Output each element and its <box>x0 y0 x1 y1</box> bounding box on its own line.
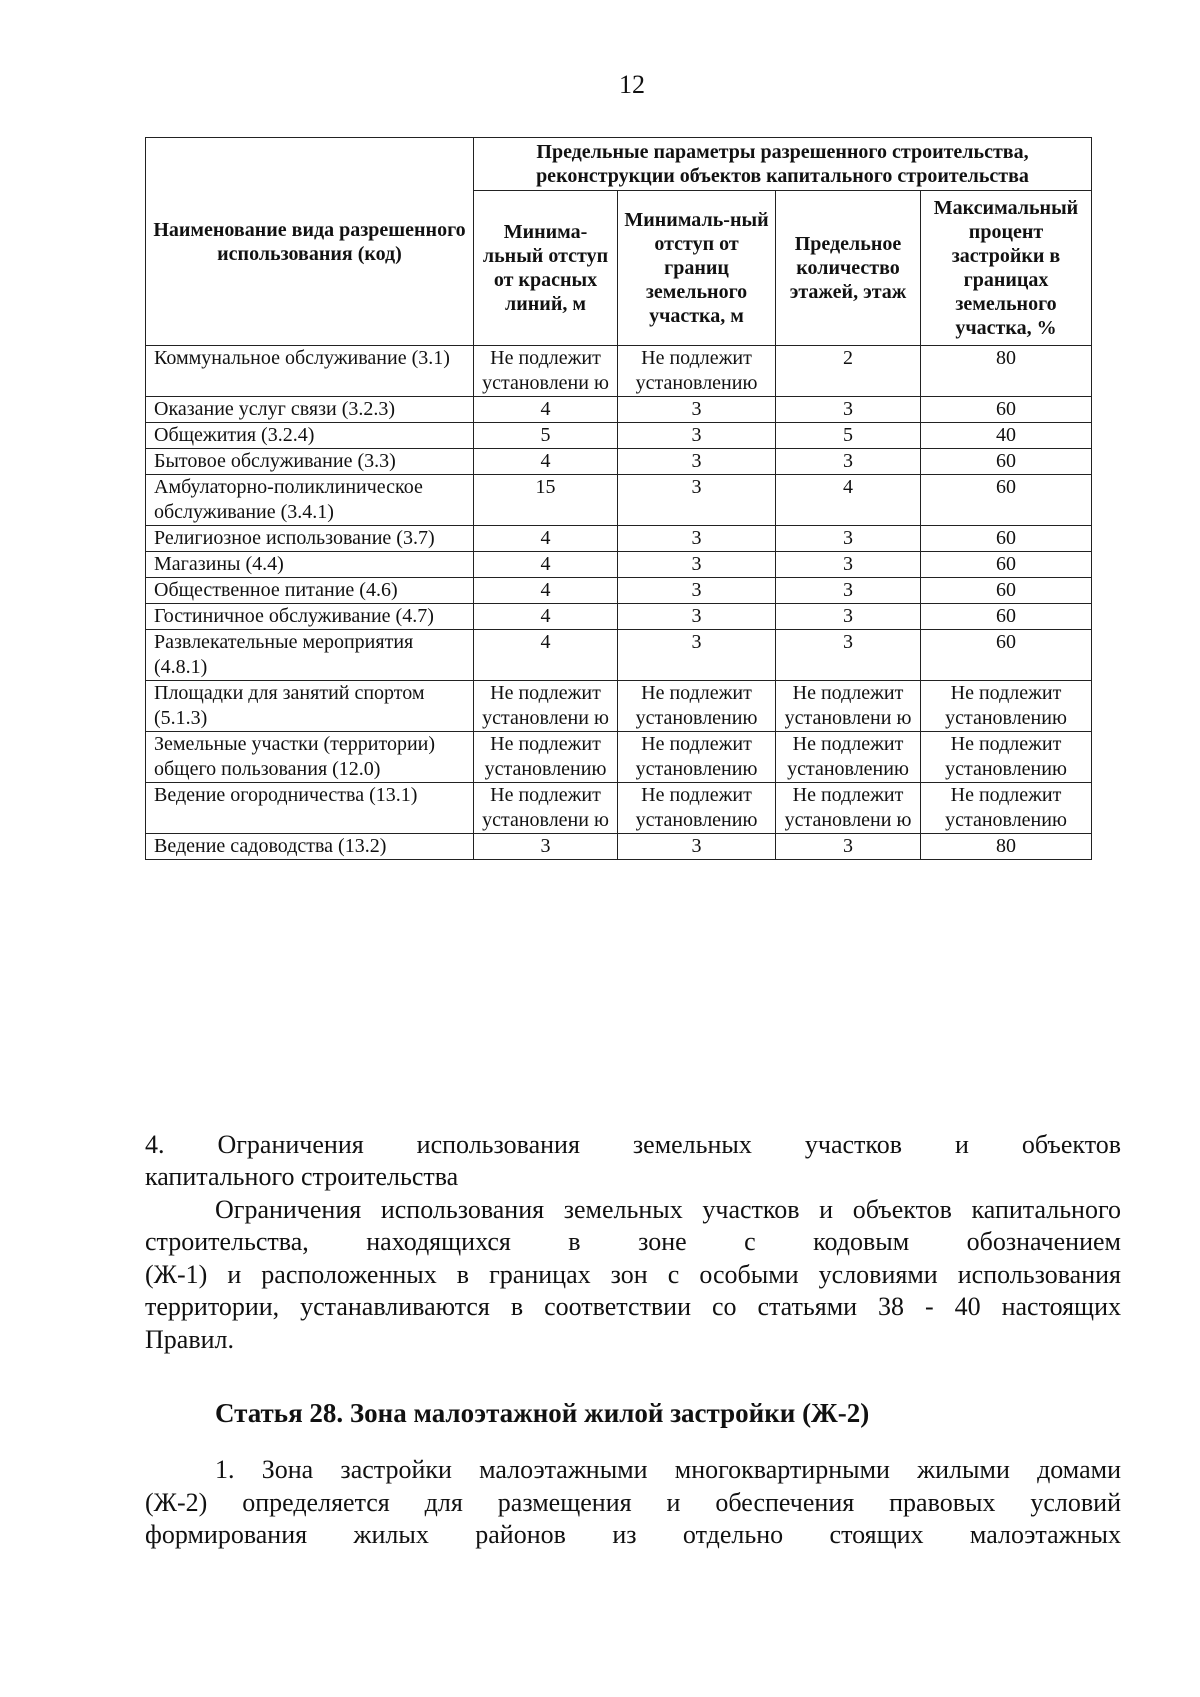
row-min-boundary: 3 <box>618 397 776 423</box>
row-floors: 4 <box>776 475 921 526</box>
header-col1: Минима-льный отступ от красных линий, м <box>474 191 618 346</box>
table-row <box>146 475 1092 526</box>
row-name: Общежития (3.2.4) <box>146 423 474 449</box>
row-floors: Не подлежит установлению <box>776 732 921 783</box>
row-min-red-line: Не подлежит установлени ю <box>474 681 618 732</box>
row-floors: 3 <box>776 630 921 681</box>
row-min-boundary: 3 <box>618 449 776 475</box>
row-name: Ведение садоводства (13.2) <box>146 834 474 860</box>
row-min-red-line: 3 <box>474 834 618 860</box>
table-row <box>146 423 1092 449</box>
row-max-coverage: 80 <box>921 834 1092 860</box>
row-name: Религиозное использование (3.7) <box>146 526 474 552</box>
row-name: Ведение огородничества (13.1) <box>146 783 474 834</box>
row-min-boundary: 3 <box>618 423 776 449</box>
row-min-red-line: Не подлежит установлению <box>474 732 618 783</box>
row-name: Бытовое обслуживание (3.3) <box>146 449 474 475</box>
table-row <box>146 526 1092 552</box>
row-min-boundary: 3 <box>618 630 776 681</box>
row-min-boundary: 3 <box>618 552 776 578</box>
row-min-boundary: 3 <box>618 834 776 860</box>
row-min-boundary: 3 <box>618 578 776 604</box>
row-name: Общественное питание (4.6) <box>146 578 474 604</box>
row-min-boundary: 3 <box>618 526 776 552</box>
article28-para-line3: формирования жилых районов из отдельно стоящих малоэтажных <box>145 1520 1121 1549</box>
row-min-boundary: 3 <box>618 604 776 630</box>
row-max-coverage: 60 <box>921 630 1092 681</box>
table-row <box>146 604 1092 630</box>
row-name: Амбулаторно-поликлиническое обслуживание (3.4.1) <box>146 475 474 526</box>
row-max-coverage: Не подлежит установлению <box>921 681 1092 732</box>
header-col3: Предельное количество этажей, этаж <box>776 191 921 346</box>
section4-para-line5: Правил. <box>145 1325 234 1354</box>
article28-para-line2: (Ж-2) определяется для размещения и обеспечения правовых условий <box>145 1488 1121 1517</box>
row-min-boundary: Не подлежит установлению <box>618 783 776 834</box>
table-row <box>146 681 1092 732</box>
row-floors: 3 <box>776 397 921 423</box>
row-floors: 3 <box>776 449 921 475</box>
table-row <box>146 732 1092 783</box>
row-floors: 3 <box>776 526 921 552</box>
parameters-table <box>145 137 1092 860</box>
header-col2: Минималь-ный отступ от границ земельного участка, м <box>618 191 776 346</box>
row-floors: 3 <box>776 552 921 578</box>
row-min-boundary: Не подлежит установлению <box>618 732 776 783</box>
row-min-red-line: Не подлежит установлени ю <box>474 783 618 834</box>
page-number: 12 <box>619 70 645 99</box>
table-row <box>146 346 1092 397</box>
row-name: Развлекательные мероприятия (4.8.1) <box>146 630 474 681</box>
row-max-coverage: 60 <box>921 526 1092 552</box>
row-min-red-line: 4 <box>474 604 618 630</box>
table-header-row <box>146 138 1092 191</box>
header-name: Наименование вида разрешенного использования (код) <box>146 138 474 346</box>
table-row <box>146 397 1092 423</box>
row-floors: 3 <box>776 604 921 630</box>
row-max-coverage: 60 <box>921 604 1092 630</box>
row-name: Коммунальное обслуживание (3.1) <box>146 346 474 397</box>
article28-para-line1: 1. Зона застройки малоэтажными многоквартирными жилыми домами <box>215 1455 1121 1484</box>
table-row <box>146 552 1092 578</box>
table-row <box>146 783 1092 834</box>
row-min-boundary: Не подлежит установлению <box>618 681 776 732</box>
row-name: Магазины (4.4) <box>146 552 474 578</box>
row-floors: Не подлежит установлени ю <box>776 681 921 732</box>
row-min-red-line: 15 <box>474 475 618 526</box>
row-max-coverage: Не подлежит установлению <box>921 732 1092 783</box>
row-min-boundary: 3 <box>618 475 776 526</box>
table-row <box>146 630 1092 681</box>
row-min-red-line: 4 <box>474 449 618 475</box>
row-min-red-line: 4 <box>474 526 618 552</box>
row-min-red-line: 5 <box>474 423 618 449</box>
table-row <box>146 449 1092 475</box>
row-min-red-line: 4 <box>474 578 618 604</box>
row-max-coverage: 60 <box>921 578 1092 604</box>
row-max-coverage: Не подлежит установлению <box>921 783 1092 834</box>
article28-heading: Статья 28. Зона малоэтажной жилой застройки (Ж-2) <box>215 1398 870 1428</box>
row-min-red-line: Не подлежит установлени ю <box>474 346 618 397</box>
row-name: Гостиничное обслуживание (4.7) <box>146 604 474 630</box>
row-floors: 2 <box>776 346 921 397</box>
header-col4: Максимальный процент застройки в границах земельного участка, % <box>921 191 1092 346</box>
row-min-red-line: 4 <box>474 630 618 681</box>
section4-para-line3: (Ж-1) и расположенных в границах зон с особыми условиями использования <box>145 1260 1121 1289</box>
section4-title-line1: 4. Ограничения использования земельных участков и объектов <box>145 1130 1121 1159</box>
row-name: Земельные участки (территории) общего пользования (12.0) <box>146 732 474 783</box>
row-max-coverage: 40 <box>921 423 1092 449</box>
row-max-coverage: 80 <box>921 346 1092 397</box>
row-floors: Не подлежит установлени ю <box>776 783 921 834</box>
row-min-boundary: Не подлежит установлению <box>618 346 776 397</box>
table-row <box>146 834 1092 860</box>
row-min-red-line: 4 <box>474 397 618 423</box>
header-group: Предельные параметры разрешенного строительства, реконструкции объектов капитального строительства <box>474 138 1092 191</box>
row-min-red-line: 4 <box>474 552 618 578</box>
row-floors: 5 <box>776 423 921 449</box>
row-max-coverage: 60 <box>921 552 1092 578</box>
section4-title-line2: капитального строительства <box>145 1162 459 1191</box>
row-name: Оказание услуг связи (3.2.3) <box>146 397 474 423</box>
section4-para-line4: территории, устанавливаются в соответствии со статьями 38 - 40 настоящих <box>145 1292 1121 1321</box>
row-name: Площадки для занятий спортом (5.1.3) <box>146 681 474 732</box>
row-max-coverage: 60 <box>921 397 1092 423</box>
row-max-coverage: 60 <box>921 475 1092 526</box>
section4-para-line2: строительства, находящихся в зоне с кодовым обозначением <box>145 1227 1121 1256</box>
row-floors: 3 <box>776 578 921 604</box>
section4-para-line1: Ограничения использования земельных участков и объектов капитального <box>215 1195 1121 1224</box>
row-max-coverage: 60 <box>921 449 1092 475</box>
table-row <box>146 578 1092 604</box>
row-floors: 3 <box>776 834 921 860</box>
